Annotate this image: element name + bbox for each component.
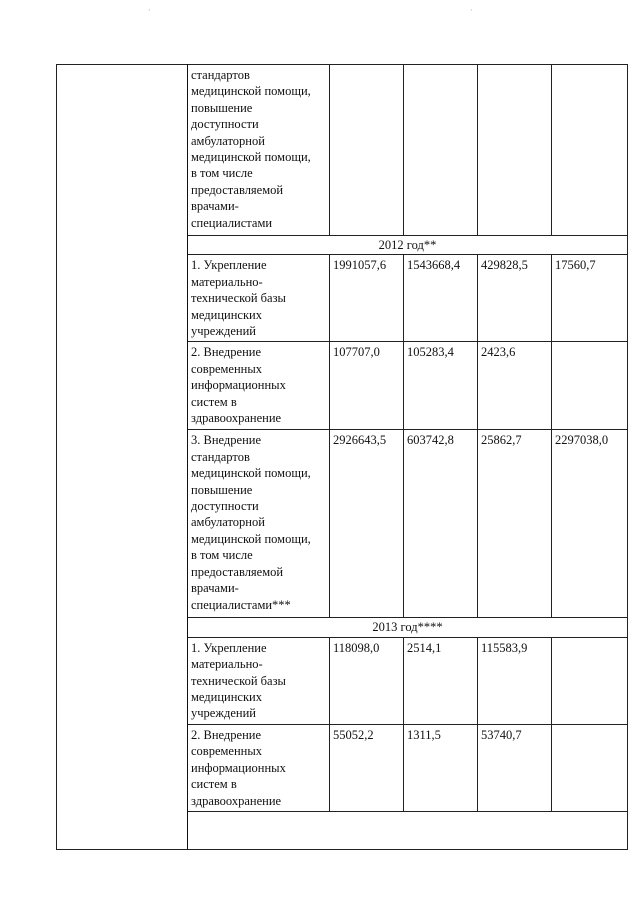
value-cell: 25862,7 xyxy=(478,430,552,618)
value-cell: 17560,7 xyxy=(552,255,628,342)
table-row xyxy=(57,65,628,236)
value-cell xyxy=(404,65,478,236)
value-cell: 118098,0 xyxy=(330,637,404,724)
value-cell xyxy=(552,65,628,236)
empty-row xyxy=(188,811,628,849)
value-cell: 53740,7 xyxy=(478,724,552,811)
value-cell: 1991057,6 xyxy=(330,255,404,342)
value-cell: 603742,8 xyxy=(404,430,478,618)
value-cell: 2423,6 xyxy=(478,342,552,430)
scan-speck: · xyxy=(470,6,473,15)
value-cell: 2297038,0 xyxy=(552,430,628,618)
value-cell: 1543668,4 xyxy=(404,255,478,342)
value-cell: 105283,4 xyxy=(404,342,478,430)
value-cell xyxy=(552,342,628,430)
value-cell: 107707,0 xyxy=(330,342,404,430)
empty-left-column xyxy=(57,65,188,850)
value-cell: 2514,1 xyxy=(404,637,478,724)
row-label: 1. Укрепление материально- технической базы медицинских учреждений xyxy=(188,255,330,342)
year-heading: 2012 год** xyxy=(188,236,628,255)
row-label: 2. Внедрение современных информационных систем в здравоохранение xyxy=(188,724,330,811)
value-cell xyxy=(552,724,628,811)
year-heading: 2013 год**** xyxy=(188,618,628,637)
scan-speck: · xyxy=(148,6,151,15)
value-cell xyxy=(478,65,552,236)
value-cell: 55052,2 xyxy=(330,724,404,811)
value-cell: 1311,5 xyxy=(404,724,478,811)
row-label: 2. Внедрение современных информационных систем в здравоохранение xyxy=(188,342,330,430)
value-cell: 429828,5 xyxy=(478,255,552,342)
value-cell: 2926643,5 xyxy=(330,430,404,618)
value-cell xyxy=(330,65,404,236)
row-label: 3. Внедрение стандартов медицинской помощи, повышение доступности амбулаторной медицинской помощи, в том числе предоставляемой врачами- специалистами*** xyxy=(188,430,330,618)
row-label: 1. Укрепление материально- технической базы медицинских учреждений xyxy=(188,637,330,724)
budget-table xyxy=(56,64,628,850)
value-cell xyxy=(552,637,628,724)
value-cell: 115583,9 xyxy=(478,637,552,724)
row-label: стандартов медицинской помощи, повышение доступности амбулаторной медицинской помощи, в том числе предоставляемой врачами- специалистами xyxy=(188,65,330,236)
